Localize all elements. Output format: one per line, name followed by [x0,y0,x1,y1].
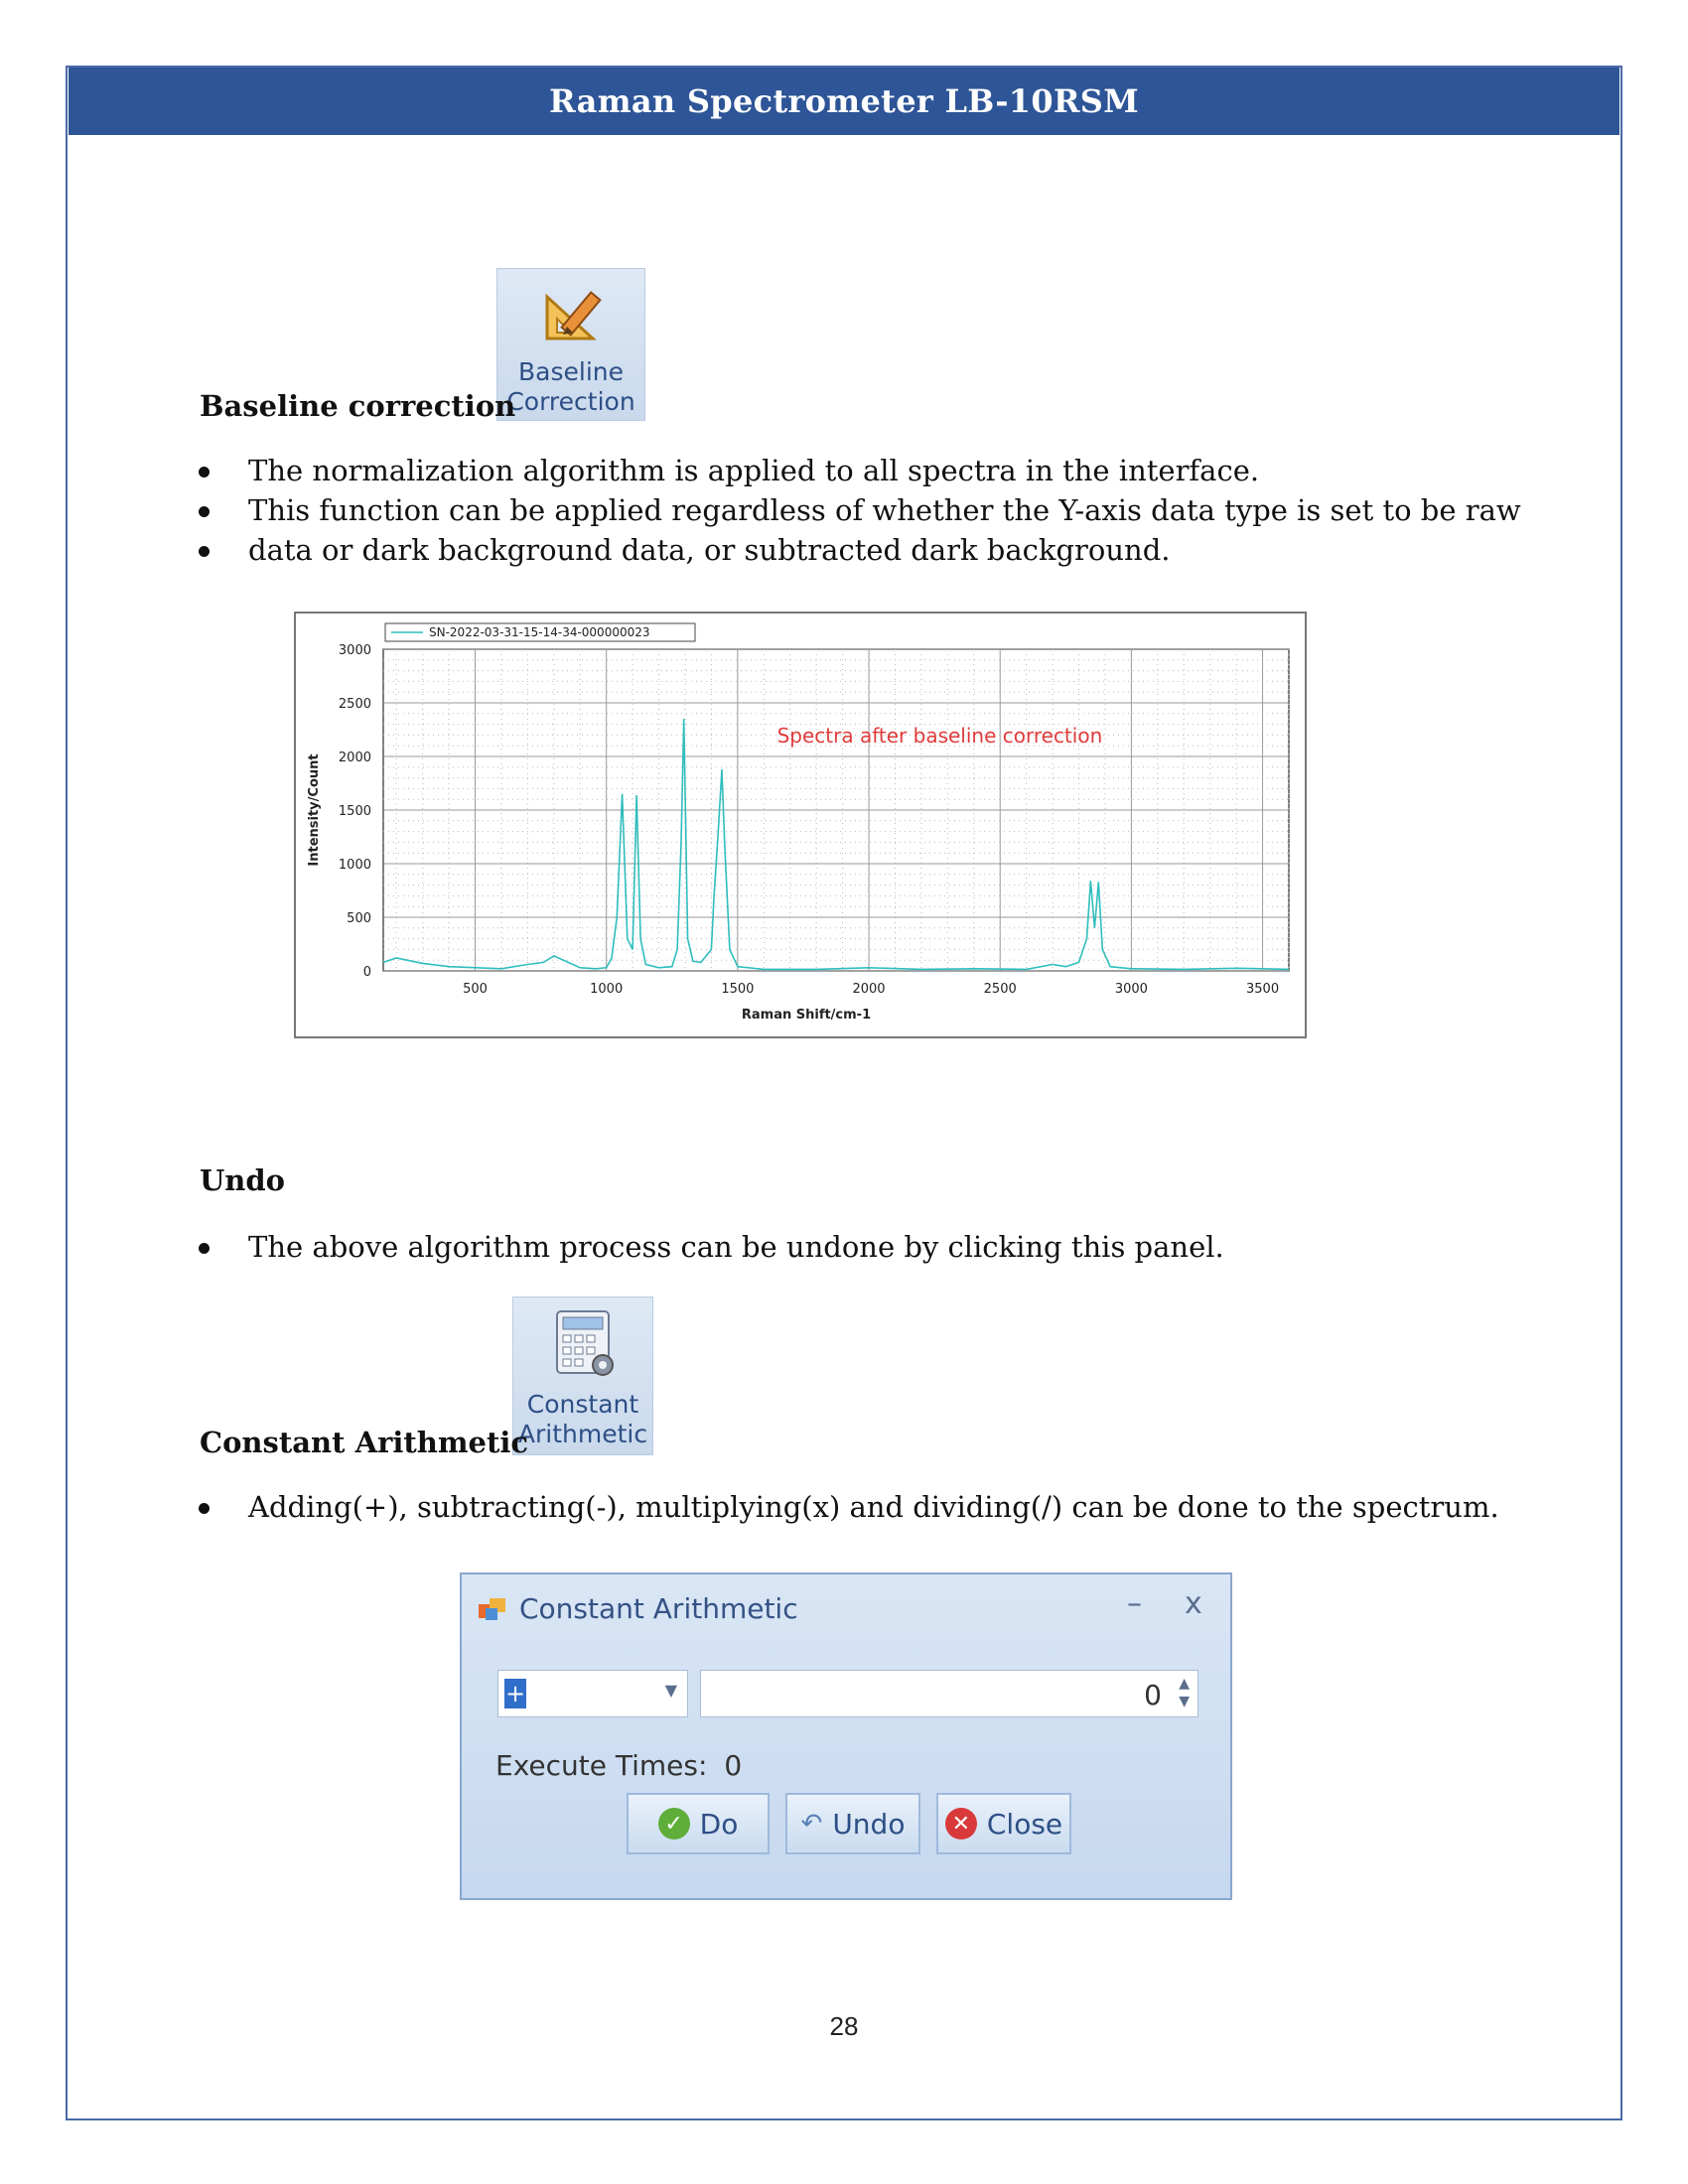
baseline-correction-heading: Baseline correction [200,389,516,423]
undo-button[interactable] [785,1793,920,1854]
spectrum-chart-svg [296,614,1309,1040]
list-item: Adding(+), subtracting(-), multiplying(x) and dividing(/) can be done to the spectrum. [197,1487,1499,1527]
header-bar [69,68,1619,135]
undo-bullet-list [197,1227,1224,1267]
execute-times-value: 0 [724,1749,743,1782]
x-tick-label: 1000 [590,982,624,997]
y-tick-label: 500 [347,911,371,926]
close-button-label: Close [986,1807,1063,1841]
constant-button-label-1: Constant [526,1390,639,1419]
operator-dropdown[interactable] [497,1670,688,1717]
calculator-icon [513,1297,654,1387]
undo-arrow-icon: ↶ [800,1809,823,1839]
constant-arithmetic-button[interactable] [512,1297,653,1455]
dialog-title: Constant Arithmetic [519,1592,798,1625]
spin-arrows-icon[interactable]: ▲ ▼ [1179,1676,1190,1709]
undo-button-label: Undo [832,1807,906,1841]
baseline-button-label-2: Correction [506,387,635,416]
constant-value: 0 [1144,1679,1162,1711]
list-item: This function can be applied regardless of whether the Y-axis data type is set to be raw [197,490,1521,530]
execute-times-label: Execute Times: [495,1749,708,1782]
y-axis-label: Intensity/Count [307,753,322,867]
spectrum-chart [294,612,1307,1038]
constant-arithmetic-heading: Constant Arithmetic [200,1426,529,1459]
list-item-continuation: data or dark background data, or subtracted dark background. [197,530,1521,570]
do-button[interactable] [627,1793,770,1854]
y-tick-label: 0 [362,965,371,980]
execute-times [495,1749,742,1782]
y-tick-label: 1500 [338,804,371,819]
check-icon: ✓ [658,1808,690,1840]
x-tick-label: 3500 [1246,982,1280,997]
chart-annotation: Spectra after baseline correction [776,723,1103,748]
baseline-bullet-list [197,451,1521,570]
list-item: The above algorithm process can be undone by clicking this panel. [197,1227,1224,1267]
close-icon[interactable]: x [1185,1586,1202,1621]
constant-button-label-2: Arithmetic [517,1420,648,1448]
x-tick-label: 2000 [852,982,886,997]
x-tick-label: 1500 [721,982,755,997]
legend-label: SN-2022-03-31-15-14-34-000000023 [429,625,650,639]
operator-value: + [504,1680,526,1707]
ruler-pencil-icon [497,269,646,358]
page-number: 28 [829,2011,859,2041]
undo-heading: Undo [200,1163,285,1197]
x-tick-label: 2500 [983,982,1017,997]
list-item: The normalization algorithm is applied to all spectra in the interface. [197,451,1521,490]
constant-bullet-list [197,1487,1499,1527]
do-button-label: Do [699,1807,739,1841]
y-tick-label: 2000 [338,751,371,765]
page-header-title: Raman Spectrometer LB-10RSM [549,82,1139,120]
minimize-button[interactable]: – [1127,1586,1142,1621]
chevron-down-icon: ▼ [664,1681,677,1700]
window-icon [478,1596,507,1622]
close-button[interactable] [936,1793,1071,1854]
x-tick-label: 500 [463,982,488,997]
constant-value-stepper[interactable] [700,1670,1198,1717]
y-tick-label: 3000 [338,643,371,658]
baseline-correction-button[interactable] [496,268,645,421]
close-circle-icon: ✕ [945,1808,977,1840]
constant-arithmetic-dialog [460,1572,1232,1900]
y-tick-label: 2500 [338,697,371,712]
x-tick-label: 3000 [1114,982,1148,997]
baseline-button-label-1: Baseline [518,357,624,386]
x-axis-label: Raman Shift/cm-1 [741,1008,872,1023]
y-tick-label: 1000 [338,858,371,873]
